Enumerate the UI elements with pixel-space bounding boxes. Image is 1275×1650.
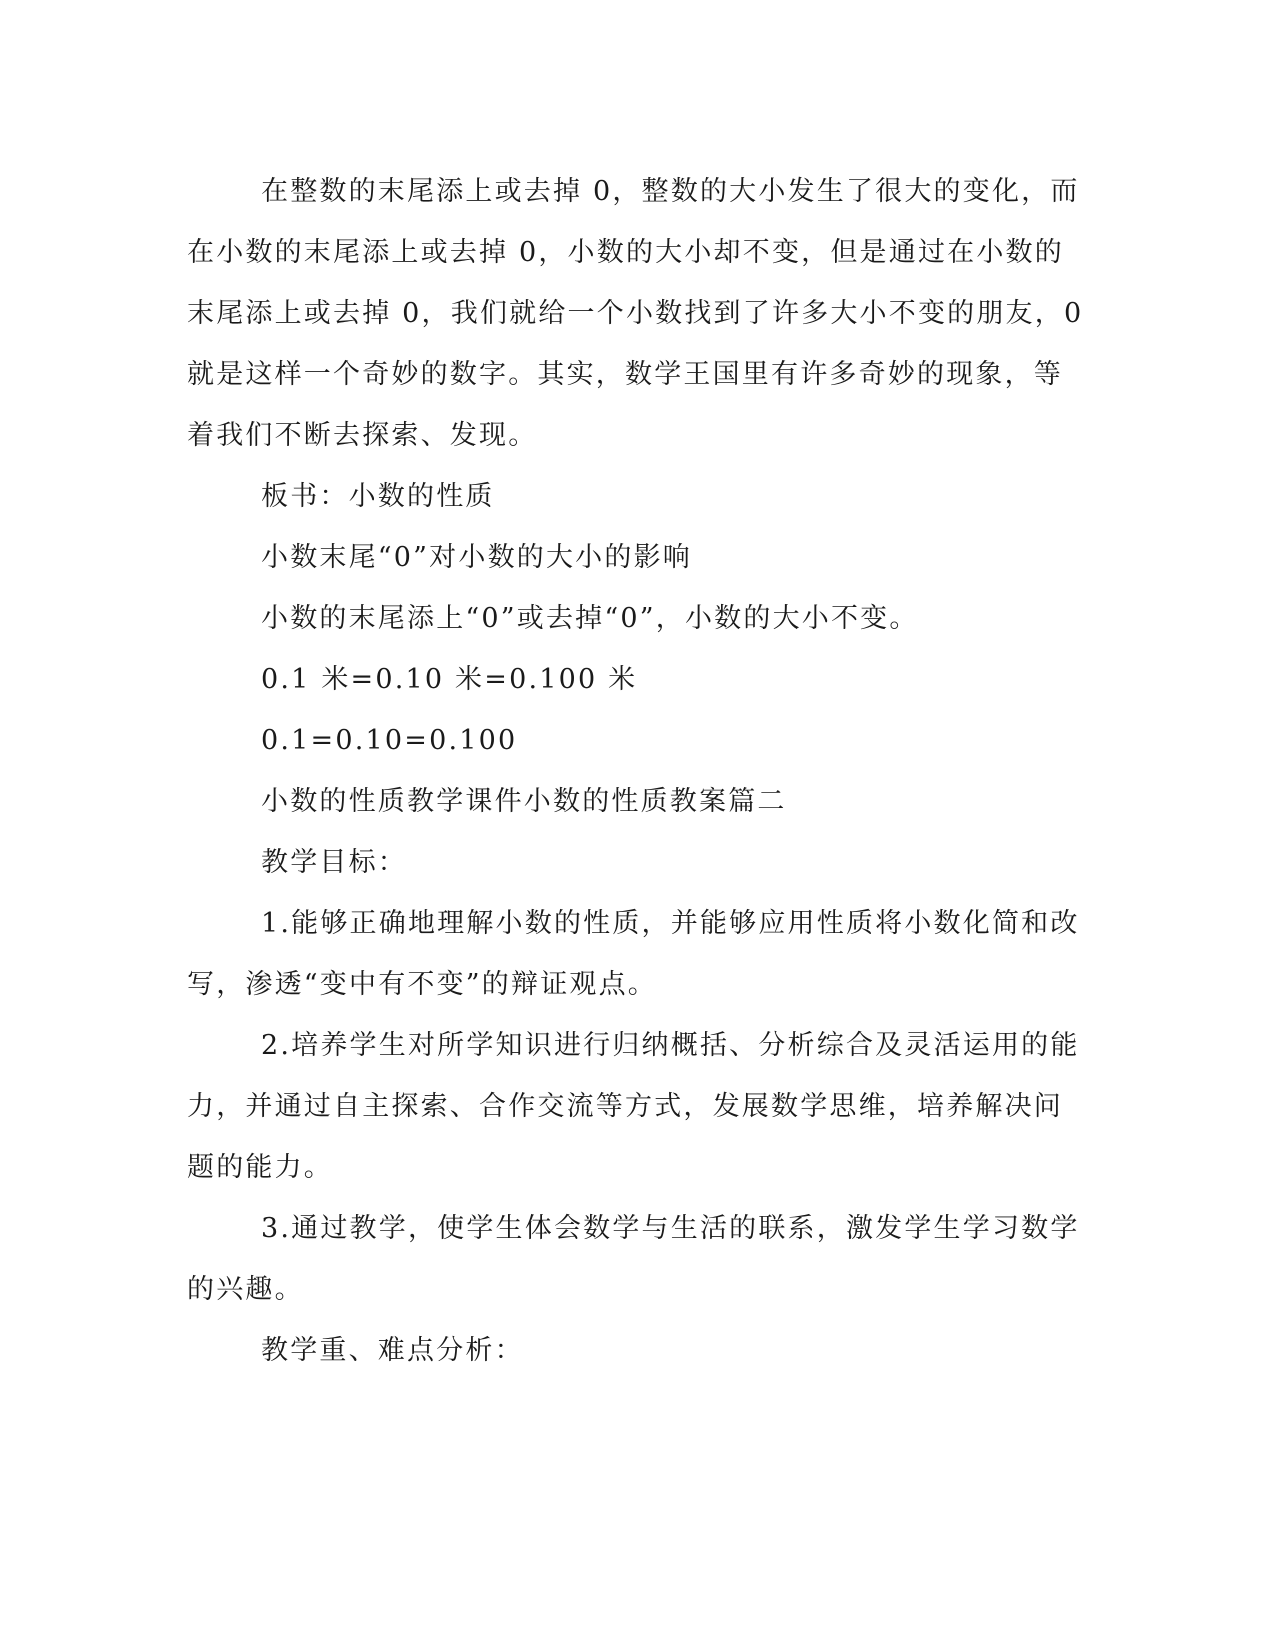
paragraph-example-meters: 0.1 米=0.10 米=0.100 米 [261, 664, 638, 695]
paragraph-board-subtitle: 小数末尾“0”对小数的大小的影响 [261, 542, 692, 573]
objective-2: 2.培养学生对所学知识进行归纳概括、分析综合及灵活运用的能力，并通过自主探索、合作交流等方式，发展数学思维，培养解决问题的能力。 [187, 1030, 1080, 1183]
key-points-heading: 教学重、难点分析： [261, 1335, 524, 1366]
paragraph-board-title: 板书：小数的性质 [261, 481, 495, 512]
section-heading: 小数的性质教学课件小数的性质教案篇二 [261, 786, 787, 817]
objectives-heading: 教学目标： [261, 847, 407, 878]
paragraph-zero-intro: 在整数的末尾添上或去掉 0，整数的大小发生了很大的变化，而在小数的末尾添上或去掉 0，小数的大小却不变，但是通过在小数的末尾添上或去掉 0，我们就给一个小数找到了许多大小不变的朋友，0 就是这样一个奇妙的数字。其实，数学王国里有许多奇妙的现象，等着我们不断去探索、发现。 [187, 176, 1095, 451]
paragraph-property-statement: 小数的末尾添上“0”或去掉“0”，小数的大小不变。 [261, 603, 919, 634]
document-body [187, 161, 1095, 1381]
paragraph-example-numbers: 0.1=0.10=0.100 [261, 725, 518, 756]
objective-3: 3.通过教学，使学生体会数学与生活的联系，激发学生学习数学的兴趣。 [187, 1213, 1080, 1305]
objective-1: 1.能够正确地理解小数的性质，并能够应用性质将小数化简和改写，渗透“变中有不变”的辩证观点。 [187, 908, 1080, 1000]
